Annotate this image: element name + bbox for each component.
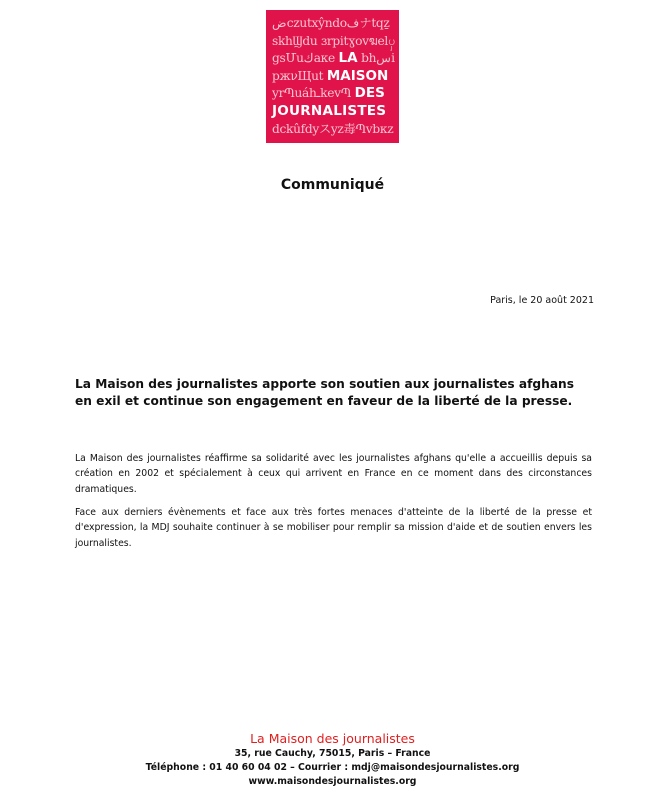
logo-row [272,103,394,121]
logo-row [272,121,394,139]
logo-row [272,50,394,68]
document-date: Paris, le 20 août 2021 [490,295,594,306]
logo-glyphs: gsՄuكаке [272,51,335,66]
logo-row [272,68,394,86]
footer-contact: Téléphone : 01 40 60 04 02 – Courrier : mdj@maisondesjournalistes.org [145,762,520,774]
body-paragraph: La Maison des journalistes réaffirme sa solidarité avec les journalistes afghans qu'elle a accueillis depuis sa création en 2002 et spécialement à ceux qui arrivent en France en ce moment dans des circonstances dramatiques. [75,453,592,495]
logo-glyphs: bhسi [361,51,395,66]
logo-word-la: LA [338,50,358,67]
logo-row [272,33,394,51]
body-paragraph: Face aux derniers évènements et face aux très fortes menaces d'atteinte de la liberté de la presse et d'expression, la MDJ souhaite continuer à se mobiliser pour remplir sa mission d'aide et de soutien envers les journalistes. [75,507,592,549]
logo-glyphs: ضczutxŷndoفナtqẕ [272,16,390,30]
footer [0,730,665,790]
logo-glyphs: skhϢdu ɜrpitɣovฆelၦ [272,33,395,48]
logo-word-des: DES [354,85,385,102]
logo-row [272,15,394,33]
logo-glyphs: yrՊuáhـkevՊ [272,86,352,101]
footer-address: 35, rue Cauchy, 75015, Paris – France [234,748,431,759]
logo [266,10,399,143]
logo-glyphs: ржνЩut [272,68,324,83]
logo-word-journalistes: JOURNALISTES [272,102,387,119]
document-title: Communiqué [280,177,385,193]
logo-glyphs: dckûfdyスyz毒Պvbкz [272,121,394,136]
footer-website: www.maisondesjournalistes.org [248,776,417,788]
logo-word-maison: MAISON [326,67,389,84]
footer-org-name: La Maison des journalistes [250,731,415,746]
logo-row [272,85,394,103]
lead-paragraph: La Maison des journalistes apporte son soutien aux journalistes afghans en exil et continue son engagement en faveur de la liberté de la presse. [75,377,574,408]
